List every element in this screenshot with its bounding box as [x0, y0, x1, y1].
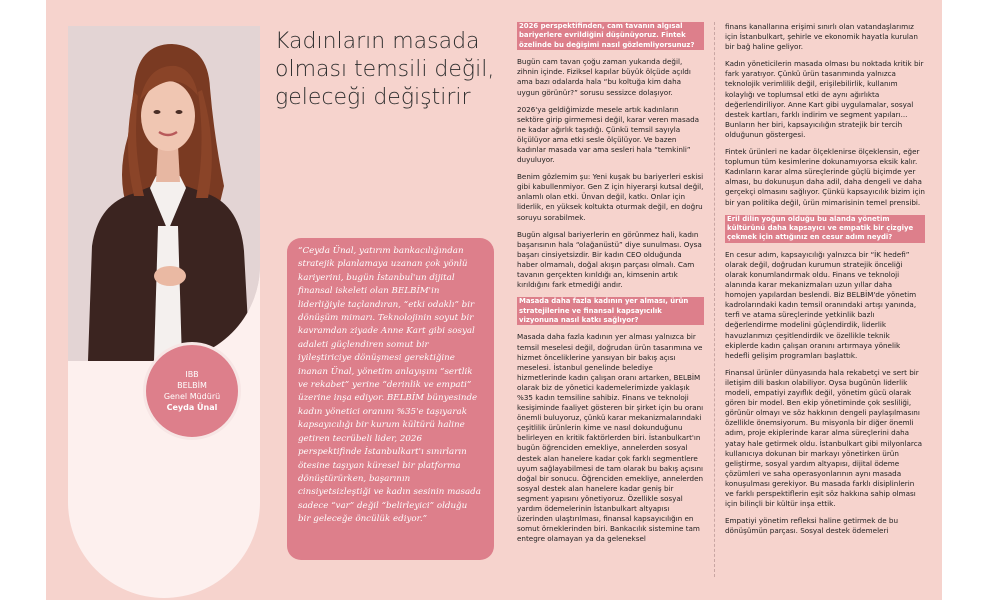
article-column-2 — [725, 22, 925, 543]
name-badge — [143, 342, 241, 440]
badge-org: IBB — [185, 370, 199, 379]
article-paragraph: Finansal ürünler dünyasında hala rekabetçi ve sert bir iletişim dili baskın olabiliyor. Oysa bugünün liderlik modeli, empatiyi zayıflık değil, yönetim gücü olarak gören bir model. Ben ekip yönetiminde çok sesliliği, görünür olmayı ve söz hakkının dengeli paylaşılmasını özellikle önemsiyorum. Bu misyonla bir diğer önemli adım, proje ekiplerinde karar alma süreçlerini daha yatay hale getirmek oldu. İstanbulkart gibi milyonlarca kullanıcıya dokunan bir markayı yönetirken ürün geliştirme, sosyal yardım altyapısı, dijital ödeme çözümleri ve saha operasyonlarının aynı masada konuşulması gerekiyor. Bu masada farklı disiplinlerin ve farklı perspektiflerin eşit söz hakkına sahip olması için bilinçli bir kültür inşa ettik. — [725, 367, 923, 509]
badge-title: Genel Müdürü — [163, 392, 221, 401]
article-column-1 — [517, 22, 704, 551]
interview-question: Masada daha fazla kadının yer alması, ürün stratejilerine ve finansal kapsayıcılık vizyonuna nasıl katkı sağlıyor? — [517, 297, 704, 325]
article-paragraph: 2026'ya geldiğimizde mesele artık kadınların sektöre girip girmemesi değil, karar veren masada ne kadar ağırlık taşıdığı. Çünkü temsil sayıyla ölçülüyor ama etki sesle ölçülüyor. Ve bazen kadınlar masada var ama sesleri hala “temkinli” duyuluyor. — [517, 104, 700, 165]
interview-question: 2026 perspektifinden, cam tavanın algısal bariyerlere evrildiğini düşünüyoruz. Fintek özelinde bu değişimi nasıl gözlemliyorsunuz? — [517, 22, 704, 50]
portrait-photo — [68, 26, 260, 361]
article-paragraph: Kadın yöneticilerin masada olması bu noktada kritik bir fark yaratıyor. Çünkü ürün tasarımında yalnızca teknolojik verimlilik değil, erişilebilirlik, kullanım kolaylığı ve toplumsal etki de aynı ağırlıkta değerlendiriliyor. Anne Kart gibi uygulamalar, sosyal destek kartları, farklı indirim ve segment yapıları... Bunların her biri, kapsayıcılığın stratejik bir tercih olduğunun göstergesi. — [725, 59, 924, 139]
portrait-pillar — [68, 26, 260, 598]
interview-question: Eril dilin yoğun olduğu bu alanda yönetim kültürünü daha kapsayıcı ve empatik bir çizgiye çekmek için attığınız en cesur adım neydi? — [725, 215, 925, 243]
page-title: Kadınların masada olması temsili değil, geleceği değiştirir — [275, 29, 495, 110]
article-paragraph: finans kanallarına erişimi sınırlı olan vatandaşlarımız için İstanbulkart, şehirle ve ekonomik hayatla kurulan bir bağ haline geliyor. — [725, 22, 918, 52]
pull-quote: “Ceyda Ünal, yatırım bankacılığından stratejik planlamaya uzanan çok yönlü kariyerini, bugün İstanbul'un dijital finansal iskeleti olan BELBİM'in liderliğiyle taçlandıran, “etki odaklı” bir dönüşüm mimarı. Teknolojinin soyut bir kavramdan ziyade Anne Kart gibi sosyal adaleti güçlendiren somut bir iyileştiriciye dönüşmesi gerektiğine inanan Ünal, yönetim anlayışını “sertlik ve rekabet” yerine “derinlik ve empati” üzerine inşa ediyor. BELBİM bünyesinde kadın yönetici oranını %35'e taşıyarak kapsayıcılığı bir kurum kültürü haline getiren tecrübeli lider, 2026 perspektifinde İstanbulkart'ı sınırların ötesine taşıyan küresel bir platforma dönüştürürken, başarının cinsiyetsizleştiği ve kadın sesinin masada sadece “var” değil “belirleyici” olduğu bir geleceğe öncülük ediyor.” — [287, 238, 494, 560]
article-paragraph: Empatiyi yönetim refleksi haline getirmek de bu dönüşümün parçası. Sosyal destek ödemeleri — [725, 516, 899, 536]
badge-name: Ceyda Ünal — [166, 403, 218, 412]
article-paragraph: Masada daha fazla kadının yer alması yalnızca bir temsil meselesi değil, doğrudan ürün tasarımına ve hizmet önceliklerine yansıyan bir bakış açısı meselesi. İstanbul genelinde belediye hizmetlerinde kadın çalışan oranı artarken, BELBİM olarak biz de yönetici kademelerimizde yaklaşık %35 kadın temsiline sahibiz. Finans ve teknoloji kesişiminde faaliyet gösteren bir şirket için bu oranı önemli buluyoruz, çünkü karar mekanizmalarındaki çeşitlilik ürünlerin kime ve nasıl dokunduğunu belirleyen en kritik faktörlerden biri. İstanbulkart'ın bugün öğrenciden emekliye, annelerden sosyal destek alan hanelere kadar çok farklı segmentlere uyum sağlayabilmesi de tam olarak bu bakış açısını doğal bir sonucu. Öğrenciden emekliye, annelerden sosyal destek alan hanelere kadar geniş bir segment yapısını yönetiyoruz. Özellikle sosyal yardım ödemelerinin İstanbulkart altyapısı üzerinden ulaştırılması, finansal kapsayıcılığın en somut örneklerinden biri. Bankacılık sistemine tam entegre olamayan ya da geleneksel — [517, 332, 704, 544]
article-paragraph: En cesur adım, kapsayıcılığı yalnızca bir “İK hedefi” olarak değil, doğrudan kurumun stratejik önceliği olarak konumlandırmak oldu. Finans ve teknoloji alanında karar mekanizmaları uzun yıllar daha homojen yapılardan beslendi. Biz BELBİM'de yönetim kadrolarındaki kadın temsil oranındaki artışı yanında, terfi ve atama süreçlerinde yetkinlik bazlı değerlendirme modelini güçlendirdik, liderlik havuzlarımızı çeşitlendirdik ve özellikle teknik ekiplerde kadın çalışan oranını artırmaya yönelik hedefli gelişim programları başlattık. — [725, 249, 917, 360]
column-divider — [714, 22, 715, 577]
article-paragraph: Bugün algısal bariyerlerin en görünmez hali, kadın başarısının hala “olağanüstü” diye sunulması. Oysa başarı cinsiyetsizdir. Bir kadın CEO olduğunda haber olmamalı, doğal akışın parçası olmalı. Cam tavanın gerçekten kırıldığı an, kimsenin artık kırıldığını fark etmediği andır. — [517, 229, 702, 290]
portrait-illustration — [68, 26, 260, 361]
left-panel — [46, 0, 495, 600]
badge-company: BELBİM — [177, 381, 207, 390]
magazine-page — [46, 0, 942, 600]
article-paragraph: Benim gözlemim şu: Yeni kuşak bu bariyerleri eskisi gibi kabullenmiyor. Gen Z için hiyerarşi kutsal değil, anlamlı olan etki. Ünvan değil, katkı. Onlar için liderlik, en yüksek koltukta oturmak değil, en doğru soruyu sorabilmek. — [517, 172, 704, 222]
article-paragraph: Bugün cam tavan çoğu zaman yukarıda değil, zihnin içinde. Fiziksel kapılar büyük ölçüde açıldı ama bazı odalarda hala “bu koltuğa kim daha uygun görünür?” sorusu sessizce dolaşıyor. — [517, 57, 691, 97]
article-paragraph: Fintek ürünleri ne kadar ölçeklenirse ölçeklensin, eğer toplumun tüm kesimlerine dokunamıyorsa eksik kalır. Kadınların karar alma süreçlerinde güçlü biçimde yer alması, bu dokunuşun daha adil, daha dengeli ve daha gerçekçi olmasını sağlıyor. Çünkü kapsayıcılık bizim için bir yan politika değil, ürün mimarisinin temel prensibi. — [725, 147, 925, 207]
